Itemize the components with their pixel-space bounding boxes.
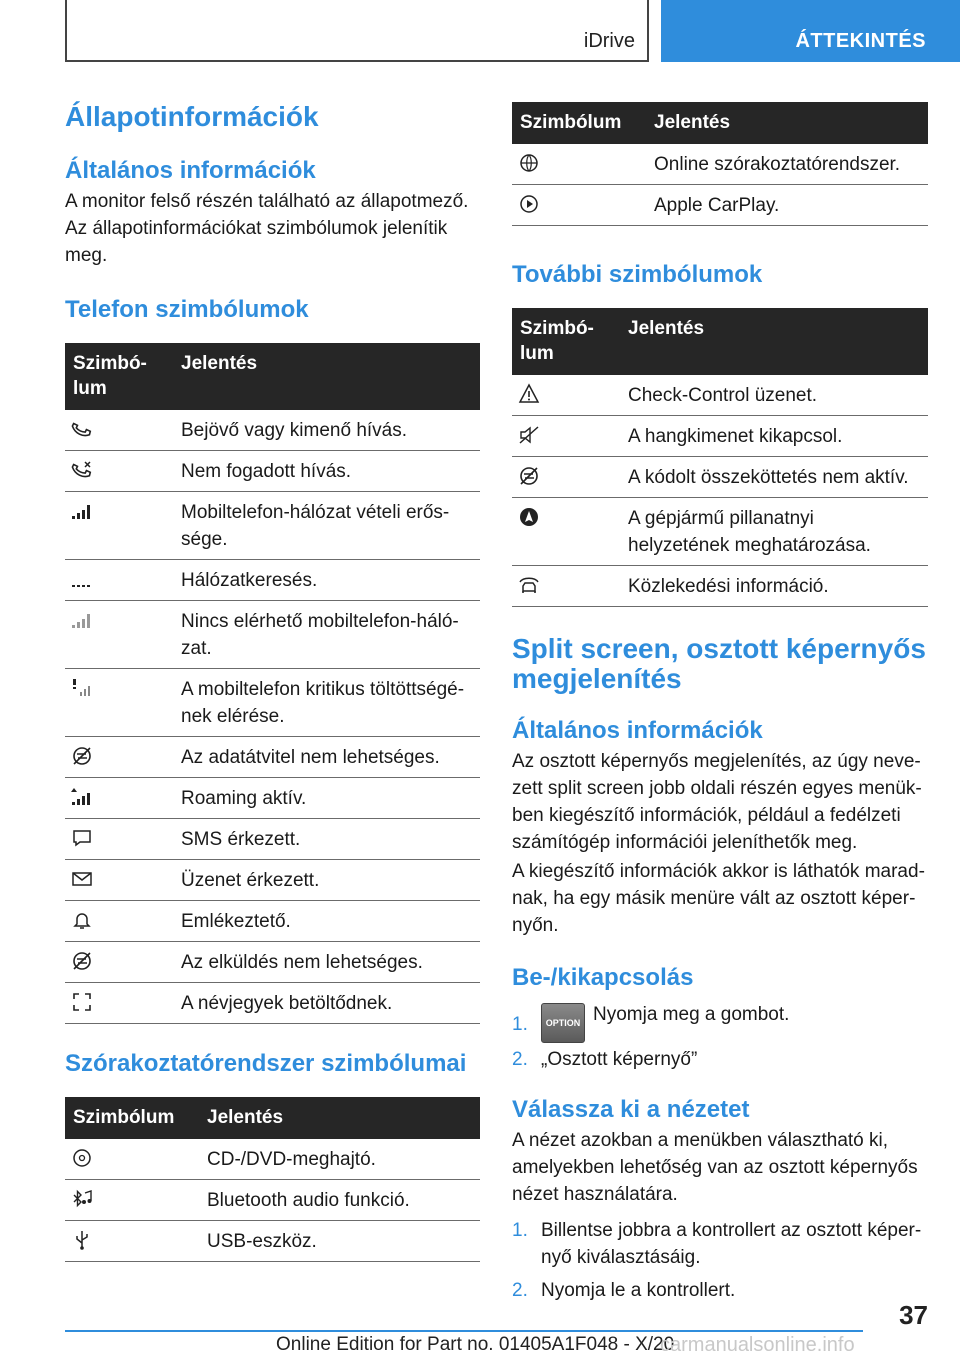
- table-row: [65, 901, 480, 942]
- step-number: 2.: [512, 1049, 528, 1070]
- list-item: [512, 1217, 928, 1271]
- col-header-symbol: Szimbólum: [65, 1097, 199, 1139]
- phone-call-icon: [71, 418, 93, 440]
- header-section-label: iDrive: [583, 30, 635, 52]
- footer-divider: [65, 1330, 863, 1332]
- table-row: [65, 1180, 480, 1221]
- traffic-info-icon: [518, 574, 540, 596]
- row-text: Roaming aktív.: [173, 778, 480, 819]
- more-symbols-table: [512, 308, 928, 607]
- step-text: Nyomja meg a gombot.: [593, 1004, 790, 1025]
- table-row: [512, 185, 928, 226]
- online-entertainment-icon: [518, 152, 540, 174]
- table-row: [512, 457, 928, 498]
- table-row: [65, 983, 480, 1024]
- list-item: [512, 1001, 928, 1043]
- row-text: A hangkimenet kikapcsol.: [620, 416, 928, 457]
- table-row: [65, 819, 480, 860]
- entertainment-symbols-table-cont: [512, 102, 928, 226]
- table-row: [65, 1139, 480, 1180]
- col-header-symbol: Szimbó-lum: [512, 308, 620, 375]
- watermark: carmanualsonline.info: [660, 1334, 855, 1356]
- table-row: [512, 375, 928, 416]
- row-text: Közlekedési információ.: [620, 566, 928, 607]
- row-text: Emlékeztető.: [173, 901, 480, 942]
- row-text: Mobiltelefon-hálózat vételi erős-sége.: [173, 492, 480, 560]
- split-screen-heading: Split screen, osztott képernyős megjelenítés: [512, 633, 926, 694]
- contacts-loading-icon: [71, 991, 93, 1013]
- table-row: [65, 560, 480, 601]
- table-row: [65, 860, 480, 901]
- row-text: Az elküldés nem lehetséges.: [173, 942, 480, 983]
- step-text: Nyomja le a kontrollert.: [541, 1280, 736, 1301]
- phone-symbols-table: [65, 343, 480, 1024]
- col-header-symbol: Szimbólum: [512, 102, 646, 144]
- split-general-heading: Általános információk: [512, 717, 763, 744]
- row-text: Bluetooth audio funkció.: [199, 1180, 480, 1221]
- step-number: 1.: [512, 1220, 528, 1241]
- split-paragraph-1: Az osztott képernyős megjelenítés, az úgy neve-zett split screen jobb oldali részén egyes menük-ben kiegészítő információk, például a fedélzeti számítógép információi jeleníthetők meg.: [512, 751, 922, 853]
- table-row: [65, 492, 480, 560]
- col-header-meaning: Jelentés: [199, 1097, 480, 1139]
- step-text: „Osztott képernyő”: [541, 1049, 698, 1070]
- no-data-transfer-icon: [71, 745, 93, 767]
- table-row: [65, 451, 480, 492]
- list-item: [512, 1046, 928, 1073]
- entertainment-symbols-table: [65, 1097, 480, 1262]
- table-row: [65, 737, 480, 778]
- network-search-icon: [71, 568, 93, 590]
- onoff-steps: [512, 1001, 928, 1073]
- left-column: [65, 100, 480, 1262]
- speaker-off-icon: [518, 424, 540, 446]
- col-header-meaning: Jelentés: [646, 102, 928, 144]
- view-steps: [512, 1217, 928, 1304]
- edition-text: Online Edition for Part no. 01405A1F048 - X/20: [276, 1334, 675, 1355]
- apple-carplay-icon: [518, 193, 540, 215]
- row-text: SMS érkezett.: [173, 819, 480, 860]
- table-row: [512, 498, 928, 566]
- table-row: [512, 566, 928, 607]
- table-row: [65, 1221, 480, 1262]
- table-row: [65, 669, 480, 737]
- row-text: A mobiltelefon kritikus töltöttségé-nek elérése.: [173, 669, 480, 737]
- signal-strength-icon: [71, 500, 93, 522]
- missed-call-icon: [71, 459, 93, 481]
- reminder-bell-icon: [71, 909, 93, 931]
- row-text: Online szórakoztatórendszer.: [646, 144, 928, 185]
- header-chapter-box: [661, 0, 960, 62]
- row-text: Bejövő vagy kimenő hívás.: [173, 410, 480, 451]
- general-text: A monitor felső részén található az állapotmező. Az állapotinformációkat szimbólumok jelenítik meg.: [65, 191, 469, 266]
- no-network-icon: [71, 609, 93, 631]
- entertainment-heading: Szórakoztatórendszer szimbólumai: [65, 1050, 467, 1077]
- header-section-box: [65, 0, 649, 62]
- phone-heading: Telefon szimbólumok: [65, 296, 309, 323]
- row-text: Nincs elérhető mobiltelefon-háló-zat.: [173, 601, 480, 669]
- table-row: [512, 144, 928, 185]
- row-text: CD-/DVD-meghajtó.: [199, 1139, 480, 1180]
- page-title: Állapotinformációk: [65, 101, 319, 132]
- row-text: Hálózatkeresés.: [173, 560, 480, 601]
- vehicle-position-icon: [518, 506, 540, 528]
- row-text: Apple CarPlay.: [646, 185, 928, 226]
- col-header-meaning: Jelentés: [173, 343, 480, 410]
- view-text: A nézet azokban a menükben választható ki, amelyekben lehetőség van az osztott képernyős nézet használatára.: [512, 1130, 918, 1205]
- row-text: A gépjármű pillanatnyi helyzetének meghatározása.: [620, 498, 928, 566]
- table-row: [65, 601, 480, 669]
- split-paragraph-2: A kiegészítő információk akkor is láthatók marad-nak, ha egy másik menüre vált az osztott képer-nyőn.: [512, 861, 925, 936]
- view-heading: Válassza ki a nézetet: [512, 1096, 750, 1123]
- row-text: USB-eszköz.: [199, 1221, 480, 1262]
- row-text: A kódolt összeköttetés nem aktív.: [620, 457, 928, 498]
- low-battery-icon: [71, 677, 93, 699]
- cd-dvd-icon: [71, 1147, 93, 1169]
- more-symbols-heading: További szimbólumok: [512, 261, 763, 288]
- onoff-heading: Be-/kikapcsolás: [512, 964, 694, 991]
- right-column: [512, 102, 928, 1304]
- col-header-symbol: Szimbó-lum: [65, 343, 173, 410]
- row-text: Üzenet érkezett.: [173, 860, 480, 901]
- warning-triangle-icon: [518, 383, 540, 405]
- send-not-possible-icon: [71, 950, 93, 972]
- row-text: Check-Control üzenet.: [620, 375, 928, 416]
- row-text: Az adatátvitel nem lehetséges.: [173, 737, 480, 778]
- option-button-icon[interactable]: OPTION: [541, 1003, 585, 1043]
- step-text: Billentse jobbra a kontrollert az osztott képer-nyő kiválasztásáig.: [541, 1220, 922, 1268]
- sms-icon: [71, 827, 93, 849]
- encrypted-connection-off-icon: [518, 465, 540, 487]
- table-row: [512, 416, 928, 457]
- row-text: Nem fogadott hívás.: [173, 451, 480, 492]
- table-row: [65, 942, 480, 983]
- list-item: [512, 1277, 928, 1304]
- page-number: 37: [899, 1300, 928, 1330]
- general-heading: Általános információk: [65, 157, 316, 184]
- header-chapter-label: ÁTTEKINTÉS: [795, 30, 926, 52]
- table-row: [65, 410, 480, 451]
- usb-icon: [71, 1229, 93, 1251]
- step-number: 2.: [512, 1280, 528, 1301]
- step-number: 1.: [512, 1014, 528, 1035]
- roaming-icon: [71, 786, 93, 808]
- row-text: A névjegyek betöltődnek.: [173, 983, 480, 1024]
- col-header-meaning: Jelentés: [620, 308, 928, 375]
- message-icon: [71, 868, 93, 890]
- table-row: [65, 778, 480, 819]
- bluetooth-audio-icon: [71, 1188, 93, 1210]
